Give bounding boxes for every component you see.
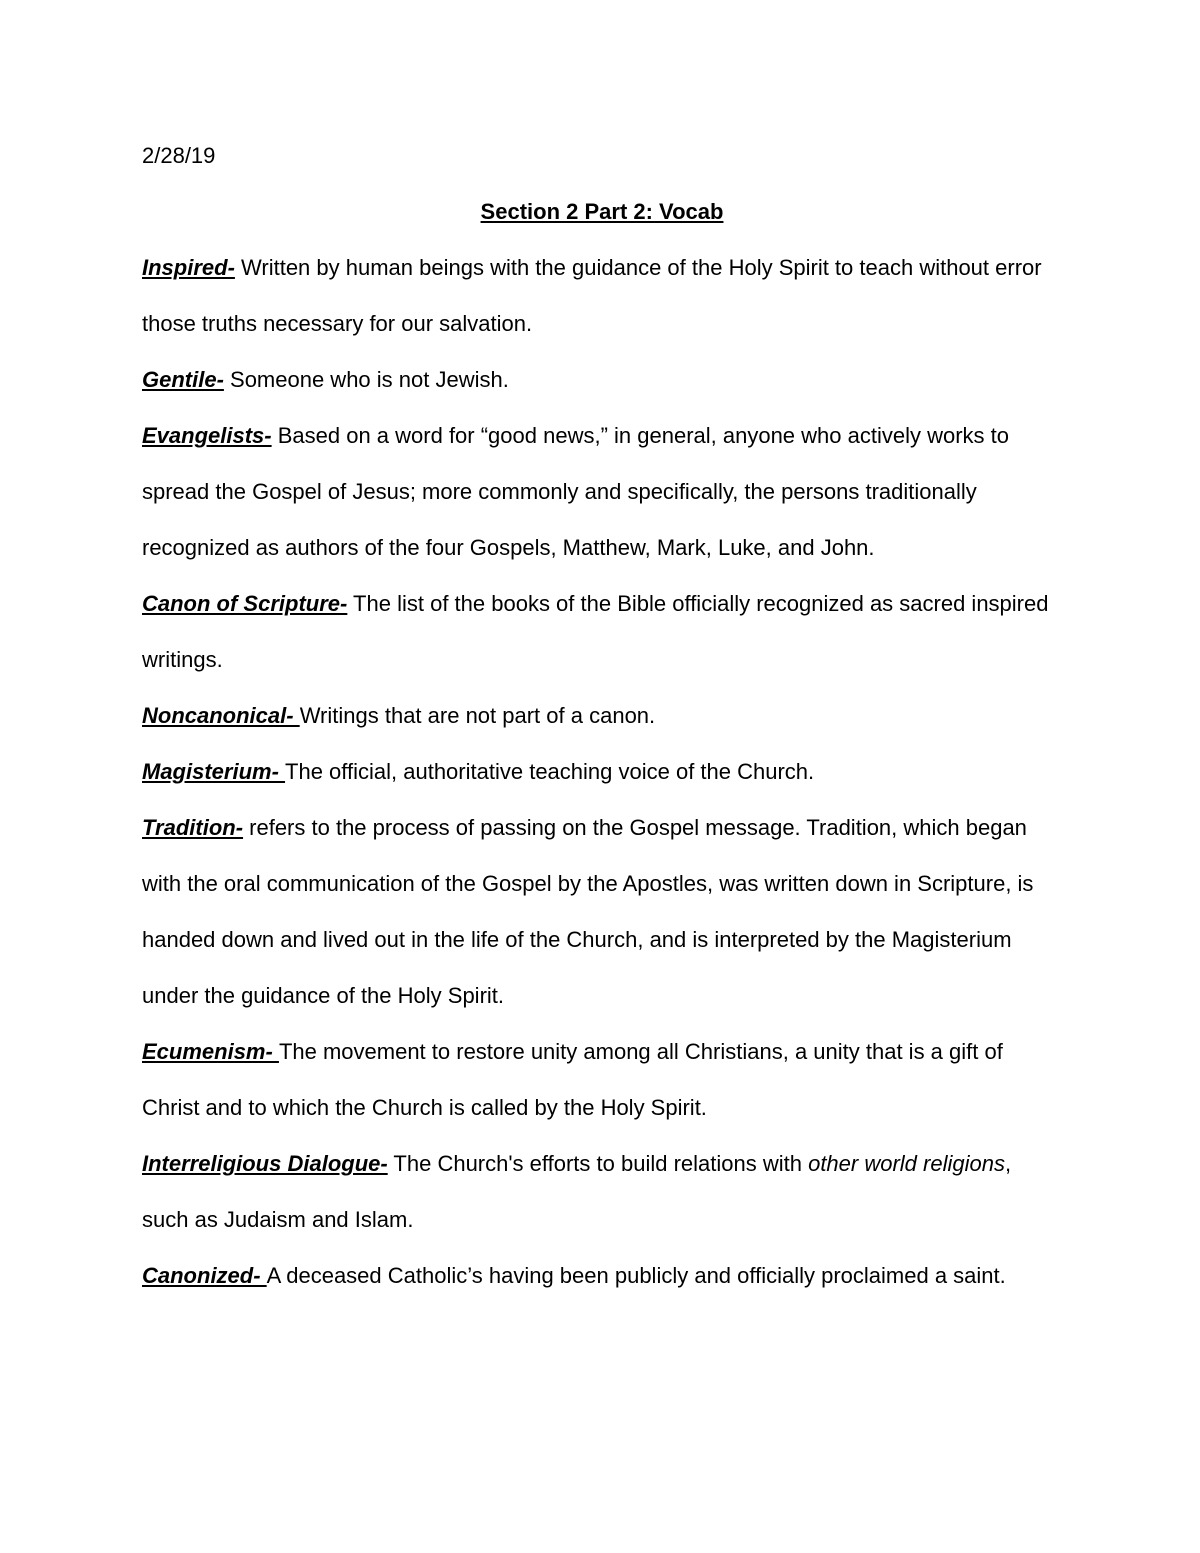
vocab-definition: Based on a word for “good news,” in general, anyone who actively works to spread the Gospel of Jesus; more commonly and specifically, the persons traditionally recognized as authors of the four Gospels, Matthew, Mark, Luke, and John.: [142, 423, 1010, 560]
vocab-term: Interreligious Dialogue-: [142, 1151, 388, 1176]
document-title: Section 2 Part 2: Vocab: [480, 199, 724, 224]
vocab-term: Magisterium-: [142, 759, 286, 784]
vocab-definition: The list of the books of the Bible officially recognized as sacred inspired writings.: [142, 591, 1049, 672]
vocab-entry-noncanonical: [142, 688, 1062, 744]
vocab-term: Noncanonical-: [142, 703, 300, 728]
vocab-definition: Written by human beings with the guidance of the Holy Spirit to teach without error those truths necessary for our salvation.: [142, 255, 1042, 336]
vocab-definition: Someone who is not Jewish.: [223, 367, 509, 392]
vocab-entry-evangelists: [142, 408, 1062, 576]
vocab-definition: The official, authoritative teaching voice of the Church.: [285, 759, 815, 784]
vocab-entry-magisterium: [142, 744, 1062, 800]
vocab-definition: The movement to restore unity among all Christians, a unity that is a gift of Christ and to which the Church is called by the Holy Spirit.: [142, 1039, 1003, 1120]
vocab-definition: Writings that are not part of a canon.: [299, 703, 656, 728]
vocab-term: Inspired-: [142, 255, 235, 280]
vocab-definition: , such as Judaism and Islam.: [142, 1151, 1012, 1232]
vocab-entry-inspired: [142, 240, 1062, 352]
vocab-definition-emphasis: other world religions: [808, 1151, 1005, 1176]
vocab-entry-canonized: [142, 1248, 1062, 1304]
vocab-term: Gentile-: [142, 367, 224, 392]
vocab-entry-canon-of-scripture: [142, 576, 1062, 688]
vocab-definition: refers to the process of passing on the Gospel message. Tradition, which began with the oral communication of the Gospel by the Apostles, was written down in Scripture, is handed down and lived out in the life of the Church, and is interpreted by the Magisterium under the guidance of the Holy Spirit.: [142, 815, 1034, 1008]
vocab-term: Canonized-: [142, 1263, 267, 1288]
vocab-definition: A deceased Catholic’s having been publicly and officially proclaimed a saint.: [266, 1263, 1006, 1288]
vocab-entry-ecumenism: [142, 1024, 1062, 1136]
vocab-entry-tradition: [142, 800, 1062, 1024]
vocab-term: Evangelists-: [142, 423, 272, 448]
document-body: [142, 128, 1062, 1304]
vocab-entry-interreligious-dialogue: [142, 1136, 1062, 1248]
vocab-entry-gentile: [142, 352, 1062, 408]
vocab-term: Tradition-: [142, 815, 244, 840]
vocab-term: Canon of Scripture-: [142, 591, 348, 616]
document-date: 2/28/19: [142, 143, 216, 168]
vocab-definition: The Church's efforts to build relations with: [387, 1151, 809, 1176]
vocab-term: Ecumenism-: [142, 1039, 279, 1064]
